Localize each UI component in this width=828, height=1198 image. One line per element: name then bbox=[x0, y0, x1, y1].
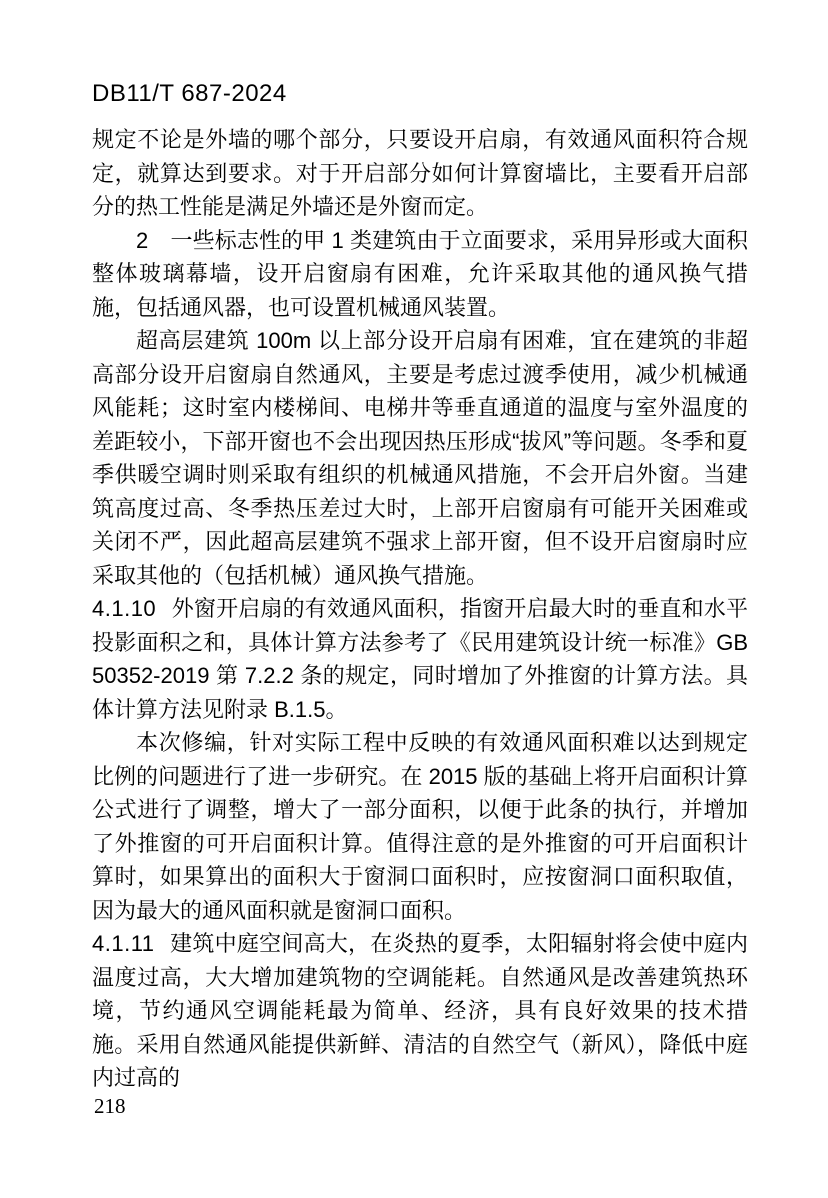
page-number: 218 bbox=[94, 1094, 126, 1118]
paragraph-clause-4-1-10 bbox=[92, 592, 748, 726]
doc-number-header: DB11/T 687-2024 bbox=[92, 80, 287, 107]
paragraph-continuation bbox=[92, 123, 748, 224]
paragraph-list-item-2 bbox=[92, 224, 748, 325]
clause-number: 4.1.11 bbox=[92, 931, 155, 956]
paragraph-text: 超高层建筑 100m 以上部分设开启扇有困难，宜在建筑的非超高部分设开启窗扇自然通风，主要是考虑过渡季使用，减少机械通风能耗；这时室内楼梯间、电梯井等垂直通道的温度与室外温度的差距较小，下部开窗也不会出现因热压形成“拔风”等问题。冬季和夏季供暖空调时则采取有组织的机械通风措施，不会开启外窗。当建筑高度过高、冬季热压差过大时，上部开启窗扇有可能开关困难或关闭不严，因此超高层建筑不强求上部开窗，但不设开启窗扇时应采取其他的（包括机械）通风换气措施。 bbox=[92, 328, 748, 588]
paragraph-text: 建筑中庭空间高大，在炎热的夏季，太阳辐射将会使中庭内温度过高，大大增加建筑物的空调能耗。自然通风是改善建筑热环境，节约通风空调能耗最为简单、经济，具有良好效果的技术措施。采用自然通风能提供新鲜、清洁的自然空气（新风），降低中庭内过高的 bbox=[92, 931, 748, 1090]
paragraph-text: 外窗开启扇的有效通风面积，指窗开启最大时的垂直和水平投影面积之和，具体计算方法参考了《民用建筑设计统一标准》GB 50352-2019 第 7.2.2 条的规定，同时增加了外推窗的计算方法。具体计算方法见附录 B.1.5。 bbox=[92, 596, 748, 722]
body-text bbox=[92, 123, 748, 1095]
paragraph-text: 本次修编，针对实际工程中反映的有效通风面积难以达到规定比例的问题进行了进一步研究。在 2015 版的基础上将开启面积计算公式进行了调整，增大了一部分面积，以便于此条的执行，并增加了外推窗的可开启面积计算。值得注意的是外推窗的可开启面积计算时，如果算出的面积大于窗洞口面积时，应按窗洞口面积取值，因为最大的通风面积就是窗洞口面积。 bbox=[92, 730, 748, 923]
paragraph-text: 规定不论是外墙的哪个部分，只要设开启扇，有效通风面积符合规定，就算达到要求。对于开启部分如何计算窗墙比，主要看开启部分的热工性能是满足外墙还是外窗而定。 bbox=[92, 127, 748, 219]
paragraph-text: 2 一些标志性的甲 1 类建筑由于立面要求，采用异形或大面积整体玻璃幕墙，设开启窗扇有困难，允许采取其他的通风换气措施，包括通风器，也可设置机械通风装置。 bbox=[92, 227, 748, 320]
clause-number: 4.1.10 bbox=[92, 596, 157, 621]
paragraph-revision-note bbox=[92, 726, 748, 927]
paragraph-clause-4-1-11 bbox=[92, 927, 748, 1095]
paragraph-superhighrise bbox=[92, 324, 748, 592]
